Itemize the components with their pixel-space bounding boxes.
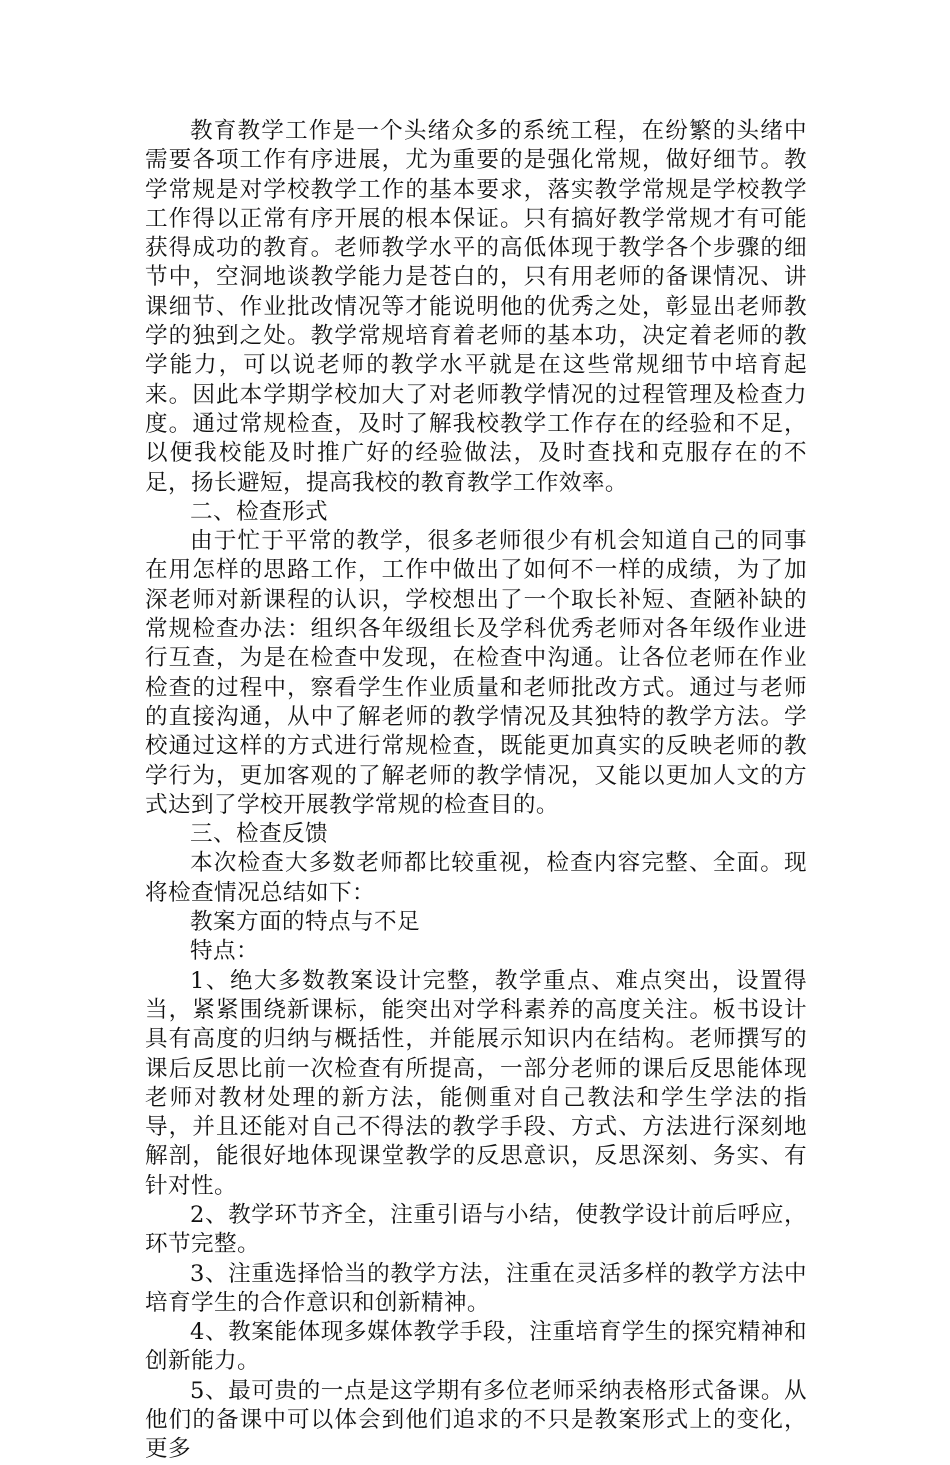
subheading-lesson-plans: 教案方面的特点与不足 bbox=[190, 909, 420, 936]
list-item-2: 2、教学环节齐全，注重引语与小结，使教学设计前后呼应，环节完整。 bbox=[145, 1201, 807, 1258]
heading-inspection-form: 二、检查形式 bbox=[190, 498, 328, 525]
heading-inspection-feedback: 三、检查反馈 bbox=[190, 821, 328, 848]
list-item-5: 5、最可贵的一点是这学期有多位老师采纳表格形式备课。从他们的备课中可以体会到他们追求的不只是教案形式上的变化，更多 bbox=[145, 1377, 807, 1463]
document-body bbox=[145, 117, 807, 1465]
list-item-4: 4、教案能体现多媒体教学手段，注重培育学生的探究精神和创新能力。 bbox=[145, 1319, 807, 1375]
paragraph-feedback-summary: 本次检查大多数老师都比较重视，检查内容完整、全面。现将检查情况总结如下： bbox=[145, 850, 807, 906]
list-item-1: 1、绝大多数教案设计完整，教学重点、难点突出，设置得当，紧紧围绕新课标，能突出对学科素养的高度关注。板书设计具有高度的归纳与概括性，并能展示知识内在结构。老师撰写的课后反思比前一次检查有所提高，一部分老师的课后反思能体现老师对教材处理的新方法，能侧重对自己教法和学生学法的指导，并且还能对自己不得法的教学手段、方式、方法进行深刻地解剖，能很好地体现课堂教学的反思意识，反思深刻、务实、有针对性。 bbox=[145, 967, 807, 1199]
paragraph-inspection-form: 由于忙于平常的教学，很多老师很少有机会知道自己的同事在用怎样的思路工作，工作中做出了如何不一样的成绩，为了加深老师对新课程的认识，学校想出了一个取长补短、查陋补缺的常规检查办法：组织各年级组长及学科优秀老师对各年级作业进行互查，为是在检查中发现，在检查中沟通。让各位老师在作业检查的过程中，察看学生作业质量和老师批改方式。通过与老师的直接沟通，从中了解老师的教学情况及其独特的教学方法。学校通过这样的方式进行常规检查，既能更加真实的反映老师的教学行为，更加客观的了解老师的教学情况，又能以更加人文的方式达到了学校开展教学常规的检查目的。 bbox=[145, 528, 807, 818]
paragraph-intro: 教育教学工作是一个头绪众多的系统工程，在纷繁的头绪中需要各项工作有序进展，尤为重要的是强化常规，做好细节。教学常规是对学校教学工作的基本要求，落实教学常规是学校教学工作得以正常有序开展的根本保证。只有搞好教学常规才有可能获得成功的教育。老师教学水平的高低体现于教学各个步骤的细节中，空洞地谈教学能力是苍白的，只有用老师的备课情况、讲课细节、作业批改情况等才能说明他的优秀之处，彰显出老师教学的独到之处。教学常规培育着老师的基本功，决定着老师的教学能力，可以说老师的教学水平就是在这些常规细节中培育起来。因此本学期学校加大了对老师教学情况的过程管理及检查力度。通过常规检查，及时了解我校教学工作存在的经验和不足，以便我校能及时推广好的经验做法，及时查找和克服存在的不足，扬长避短，提高我校的教育教学工作效率。 bbox=[145, 118, 807, 496]
list-item-3: 3、注重选择恰当的教学方法，注重在灵活多样的教学方法中培育学生的合作意识和创新精神。 bbox=[145, 1260, 807, 1316]
label-features: 特点： bbox=[190, 938, 259, 965]
